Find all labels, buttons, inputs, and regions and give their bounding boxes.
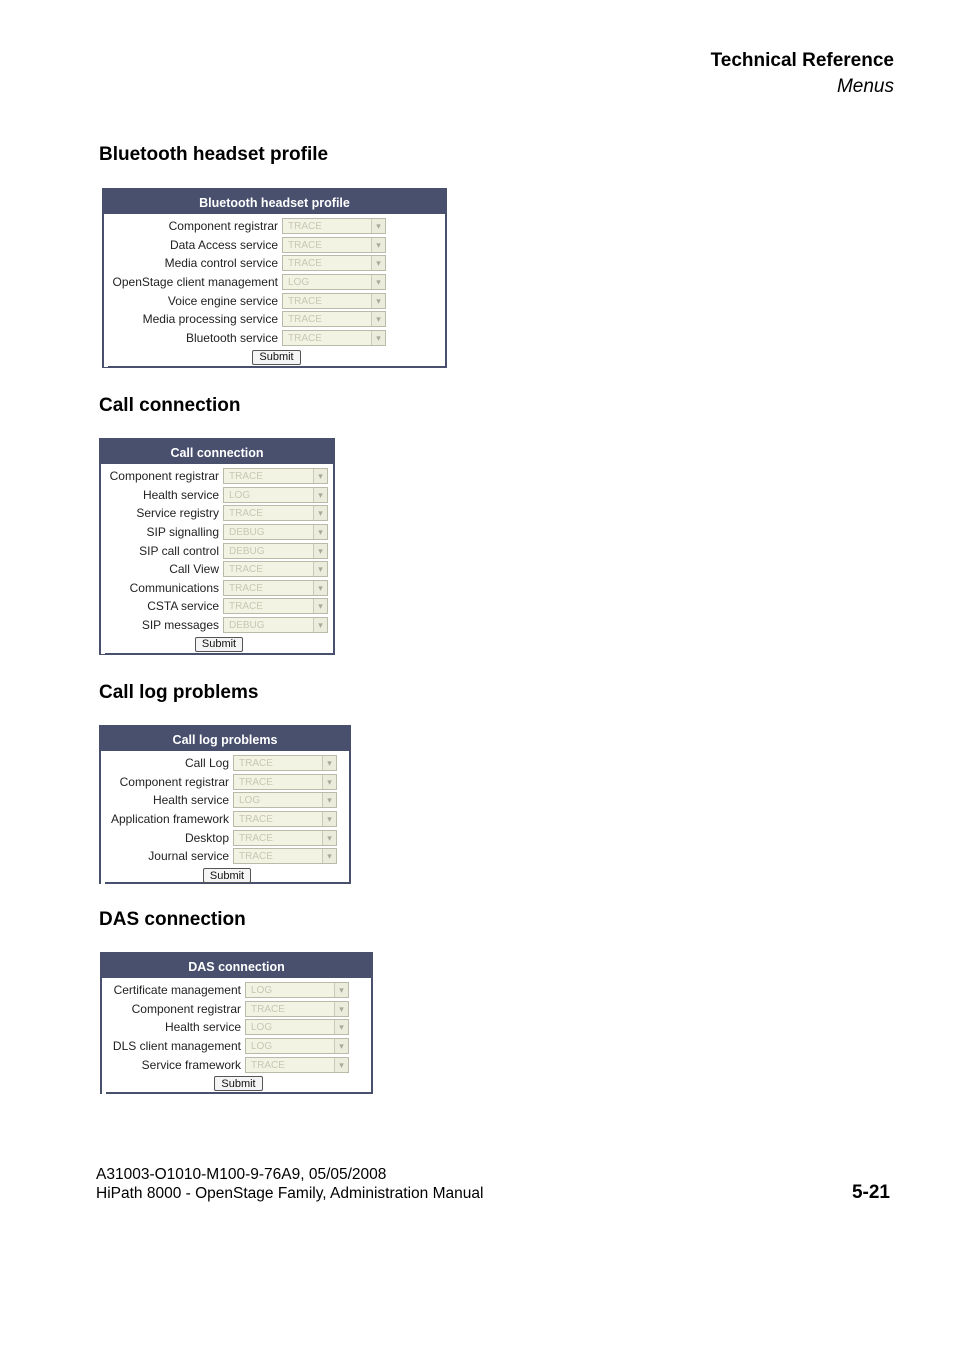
chevron-down-icon: ▾ — [334, 1002, 348, 1016]
chevron-down-icon: ▾ — [322, 775, 336, 789]
select-value: TRACE — [239, 814, 273, 826]
row-label: DLS client management — [112, 1039, 241, 1054]
trace-level-select[interactable] — [282, 330, 386, 346]
row-label: CSTA service — [147, 599, 219, 614]
chevron-down-icon: ▾ — [334, 1020, 348, 1034]
row-label: Component registrar — [119, 774, 229, 789]
trace-level-select[interactable] — [282, 218, 386, 234]
panel-call-connection — [99, 438, 335, 655]
trace-level-select[interactable] — [223, 468, 328, 484]
row-label: Communications — [129, 580, 219, 595]
submit-button[interactable]: Submit — [252, 350, 300, 365]
select-value: TRACE — [288, 221, 322, 233]
trace-level-select[interactable] — [282, 255, 386, 271]
row-label: Health service — [164, 1020, 241, 1035]
trace-level-select[interactable] — [233, 848, 337, 864]
table-row — [105, 504, 328, 523]
chevron-down-icon: ▾ — [371, 256, 385, 270]
chevron-down-icon: ▾ — [371, 331, 385, 345]
chevron-down-icon: ▾ — [371, 238, 385, 252]
table-row — [106, 981, 349, 1000]
select-value: LOG — [251, 1022, 273, 1034]
table-row — [108, 291, 386, 310]
section-heading-call-log-problems: Call log problems — [99, 682, 259, 703]
chevron-down-icon: ▾ — [313, 488, 327, 502]
trace-level-select[interactable] — [245, 982, 349, 998]
trace-level-select[interactable] — [233, 811, 337, 827]
row-label: Call View — [169, 562, 219, 577]
trace-level-select[interactable] — [233, 755, 337, 771]
table-row — [105, 597, 328, 616]
trace-level-select[interactable] — [282, 274, 386, 290]
section-heading-bluetooth: Bluetooth headset profile — [99, 144, 329, 165]
row-label: Media processing service — [142, 312, 278, 327]
chevron-down-icon: ▾ — [322, 756, 336, 770]
table-row — [105, 791, 337, 810]
chevron-down-icon: ▾ — [371, 294, 385, 308]
select-value: LOG — [251, 985, 273, 997]
table-row — [105, 847, 337, 866]
trace-level-select[interactable] — [233, 830, 337, 846]
chevron-down-icon: ▾ — [334, 1058, 348, 1072]
select-value: TRACE — [239, 758, 273, 770]
trace-level-select[interactable] — [223, 524, 328, 540]
panel-call-log-problems — [99, 725, 351, 884]
select-value: LOG — [288, 277, 310, 289]
chevron-down-icon: ▾ — [313, 469, 327, 483]
page-number: 5-21 — [851, 1182, 890, 1203]
row-label: Service registry — [136, 506, 219, 521]
table-row — [105, 616, 328, 635]
table-row — [105, 754, 337, 773]
chevron-down-icon: ▾ — [334, 983, 348, 997]
submit-button[interactable]: Submit — [214, 1076, 262, 1091]
row-label: SIP messages — [141, 618, 219, 633]
row-label: Component registrar — [131, 1001, 241, 1016]
table-row — [105, 773, 337, 792]
table-row — [105, 467, 328, 486]
select-value: TRACE — [288, 314, 322, 326]
table-row — [108, 329, 386, 348]
trace-level-select[interactable] — [233, 792, 337, 808]
trace-level-select[interactable] — [233, 774, 337, 790]
panel-bluetooth-headset-profile — [102, 188, 447, 368]
trace-level-select[interactable] — [223, 561, 328, 577]
settings-table — [105, 754, 337, 866]
select-value: TRACE — [229, 601, 263, 613]
row-label: Component registrar — [168, 219, 278, 234]
row-label: SIP call control — [139, 543, 219, 558]
trace-level-select[interactable] — [245, 1019, 349, 1035]
document-id: A31003-O1010-M100-9-76A9, 05/05/2008 — [96, 1166, 387, 1183]
select-value: TRACE — [288, 239, 322, 251]
trace-level-select[interactable] — [223, 487, 328, 503]
table-row — [106, 1018, 349, 1037]
trace-level-select[interactable] — [245, 1057, 349, 1073]
select-value: TRACE — [251, 1059, 285, 1071]
table-row — [105, 828, 337, 847]
chevron-down-icon: ▾ — [313, 618, 327, 632]
select-value: TRACE — [229, 564, 263, 576]
table-row — [105, 541, 328, 560]
settings-table — [105, 467, 328, 634]
row-label: Call Log — [184, 756, 229, 771]
row-label: Certificate management — [113, 983, 241, 998]
row-label: Bluetooth service — [185, 330, 278, 345]
select-value: TRACE — [229, 471, 263, 483]
trace-level-select[interactable] — [282, 311, 386, 327]
trace-level-select[interactable] — [223, 505, 328, 521]
trace-level-select[interactable] — [223, 580, 328, 596]
select-value: LOG — [229, 489, 251, 501]
submit-button[interactable]: Submit — [195, 637, 243, 652]
select-value: TRACE — [229, 508, 263, 520]
chevron-down-icon: ▾ — [371, 275, 385, 289]
section-heading-call-connection: Call connection — [99, 395, 241, 416]
select-value: TRACE — [229, 582, 263, 594]
chevron-down-icon: ▾ — [313, 506, 327, 520]
table-row — [105, 579, 328, 598]
table-row — [108, 254, 386, 273]
row-label: Service framework — [141, 1057, 241, 1072]
chevron-down-icon: ▾ — [322, 812, 336, 826]
row-label: Component registrar — [109, 469, 219, 484]
panel-das-connection — [100, 952, 373, 1094]
panel-title: Call log problems — [101, 727, 349, 751]
select-value: DEBUG — [229, 527, 265, 539]
table-row — [106, 1037, 349, 1056]
panel-title: Bluetooth headset profile — [104, 190, 445, 214]
row-label: SIP signalling — [146, 525, 219, 540]
select-value: TRACE — [251, 1003, 285, 1015]
submit-button[interactable]: Submit — [203, 868, 251, 883]
select-value: TRACE — [239, 832, 273, 844]
select-value: TRACE — [239, 851, 273, 863]
trace-level-select[interactable] — [223, 598, 328, 614]
row-label: Desktop — [184, 830, 229, 845]
chapter-subtitle: Menus — [836, 76, 894, 97]
settings-table — [108, 217, 386, 347]
chevron-down-icon: ▾ — [334, 1039, 348, 1053]
row-label: Application framework — [110, 812, 229, 827]
trace-level-select[interactable] — [223, 543, 328, 559]
section-heading-das-connection: DAS connection — [99, 909, 246, 930]
manual-title: HiPath 8000 - OpenStage Family, Administration Manual — [96, 1185, 484, 1202]
table-row — [105, 810, 337, 829]
row-label: Data Access service — [169, 237, 278, 252]
select-value: TRACE — [288, 258, 322, 270]
chevron-down-icon: ▾ — [313, 599, 327, 613]
chevron-down-icon: ▾ — [322, 831, 336, 845]
row-label: OpenStage client management — [112, 275, 278, 290]
trace-level-select[interactable] — [282, 237, 386, 253]
chevron-down-icon: ▾ — [371, 312, 385, 326]
select-value: DEBUG — [229, 620, 265, 632]
chevron-down-icon: ▾ — [313, 544, 327, 558]
select-value: LOG — [251, 1041, 273, 1053]
select-value: TRACE — [288, 332, 322, 344]
row-label: Voice engine service — [167, 293, 278, 308]
chevron-down-icon: ▾ — [313, 525, 327, 539]
table-row — [105, 523, 328, 542]
chevron-down-icon: ▾ — [371, 219, 385, 233]
panel-title: Call connection — [101, 440, 333, 464]
chapter-title: Technical Reference — [710, 50, 894, 71]
chevron-down-icon: ▾ — [313, 581, 327, 595]
select-value: LOG — [239, 795, 261, 807]
table-row — [105, 560, 328, 579]
row-label: Journal service — [148, 849, 229, 864]
chevron-down-icon: ▾ — [322, 793, 336, 807]
select-value: DEBUG — [229, 545, 265, 557]
chevron-down-icon: ▾ — [313, 562, 327, 576]
trace-level-select[interactable] — [245, 1038, 349, 1054]
trace-level-select[interactable] — [245, 1001, 349, 1017]
table-row — [108, 236, 386, 255]
table-row — [106, 1055, 349, 1074]
row-label: Health service — [142, 487, 219, 502]
trace-level-select[interactable] — [282, 293, 386, 309]
row-label: Media control service — [164, 256, 278, 271]
table-row — [105, 486, 328, 505]
select-value: TRACE — [288, 295, 322, 307]
table-row — [106, 1000, 349, 1019]
table-row — [108, 273, 386, 292]
select-value: TRACE — [239, 776, 273, 788]
table-row — [108, 217, 386, 236]
chevron-down-icon: ▾ — [322, 849, 336, 863]
trace-level-select[interactable] — [223, 617, 328, 633]
table-row — [108, 310, 386, 329]
panel-title: DAS connection — [102, 954, 371, 978]
settings-table — [106, 981, 349, 1074]
row-label: Health service — [152, 793, 229, 808]
